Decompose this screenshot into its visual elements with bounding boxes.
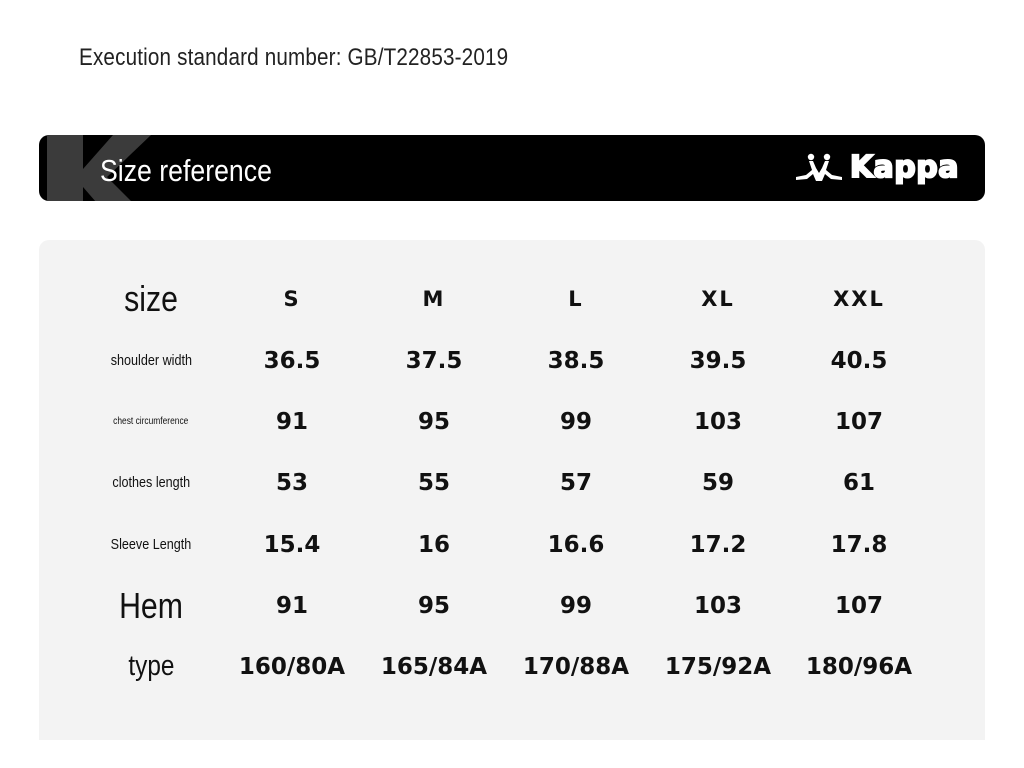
brand-logo [792, 149, 959, 185]
size-header-xxl: XXL [833, 287, 885, 311]
table-cell: 160/80A [238, 654, 346, 680]
table-row [39, 576, 985, 636]
table-cell: 99 [559, 593, 592, 619]
table-cell: 16 [417, 532, 450, 558]
standard-number-text: Execution standard number: GB/T22853-2019 [79, 44, 509, 71]
table-cell: 17.2 [689, 532, 747, 558]
size-header-xl: XL [701, 287, 735, 311]
table-cell: 165/84A [380, 654, 488, 680]
size-header-l: L [568, 287, 584, 311]
table-cell: 38.5 [547, 348, 605, 374]
table-cell: 107 [834, 593, 883, 619]
table-row [39, 392, 985, 452]
table-cell: 39.5 [689, 348, 747, 374]
table-cell: 37.5 [405, 348, 463, 374]
table-cell: 53 [275, 470, 308, 496]
kappa-logo-icon [792, 151, 846, 183]
table-cell: 59 [701, 470, 734, 496]
row-label: chest circumference [113, 415, 189, 427]
table-row [39, 637, 985, 697]
table-cell: 99 [559, 409, 592, 435]
table-cell: 17.8 [830, 532, 888, 558]
size-header-s: S [283, 287, 301, 311]
table-cell: 61 [842, 470, 875, 496]
size-table [39, 240, 985, 740]
table-cell: 16.6 [547, 532, 605, 558]
table-cell: 170/88A [522, 654, 630, 680]
brand-name: Kappa [849, 149, 959, 185]
table-cell: 55 [417, 470, 450, 496]
row-label: Hem [119, 585, 183, 627]
table-cell: 103 [693, 593, 742, 619]
table-row [39, 515, 985, 575]
table-cell: 91 [275, 409, 308, 435]
row-label: type [127, 650, 175, 683]
table-cell: 40.5 [830, 348, 888, 374]
size-header-m: M [422, 287, 446, 311]
row-label: clothes length [112, 473, 190, 491]
table-cell: 180/96A [805, 654, 913, 680]
row-label: Sleeve Length [110, 535, 192, 553]
table-cell: 107 [834, 409, 883, 435]
header-label: size [124, 278, 178, 320]
table-cell: 95 [417, 409, 450, 435]
table-cell: 175/92A [664, 654, 772, 680]
size-reference-banner [39, 135, 985, 201]
table-cell: 103 [693, 409, 742, 435]
table-header-row [39, 269, 985, 329]
table-row [39, 453, 985, 513]
table-cell: 95 [417, 593, 450, 619]
table-cell: 36.5 [263, 348, 321, 374]
table-cell: 91 [275, 593, 308, 619]
row-label: shoulder width [110, 351, 192, 369]
table-row [39, 331, 985, 391]
banner-title: Size reference [100, 153, 272, 188]
table-cell: 15.4 [263, 532, 321, 558]
table-cell: 57 [559, 470, 592, 496]
